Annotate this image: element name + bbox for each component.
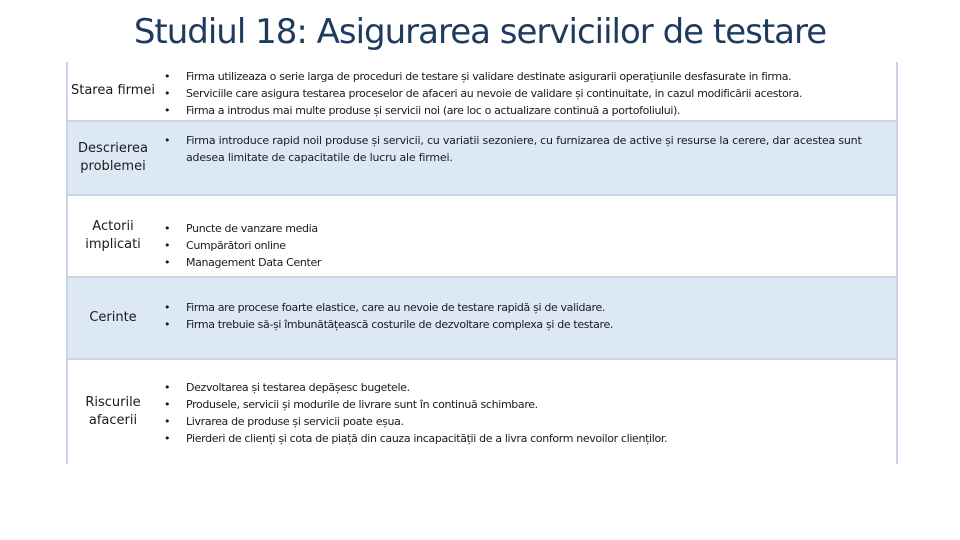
bullet-icon: • — [164, 87, 171, 100]
bullet-icon: • — [164, 222, 171, 235]
row-content — [158, 122, 896, 194]
table-row-riscurile-afacerii — [68, 360, 896, 464]
list-item-text: Firma a introdus mai multe produse și servicii noi (are loc o actualizare continuă a portofoliului). — [186, 104, 681, 117]
list-item — [162, 430, 896, 447]
row-label: Cerinte — [89, 310, 137, 325]
row-content — [158, 62, 896, 120]
table-row-starea-firmei — [68, 62, 896, 122]
list-item — [162, 316, 896, 333]
list-item — [162, 299, 896, 316]
list-item-text: Firma introduce rapid noil produse și servicii, cu variatii sezoniere, cu furnizarea de active și resurse la cerere, dar acestea sunt adesea limitate de capacitatile de lucru ale firmei. — [186, 134, 862, 164]
list-item-text: Serviciile care asigura testarea proceselor de afaceri au nevoie de validare și continuitate, in cazul modificării acestora. — [186, 87, 803, 100]
bullet-icon: • — [164, 256, 171, 269]
row-content — [158, 278, 896, 358]
list-item — [162, 396, 896, 413]
bullet-icon: • — [164, 432, 171, 445]
list-item-text: Pierderi de clienți și cota de piață din cauza incapacității de a livra conform nevoilor clienților. — [186, 432, 668, 445]
table-row-cerinte — [68, 278, 896, 360]
row-label: Descrierea problemei — [78, 141, 148, 174]
row-label: Riscurile afacerii — [85, 395, 141, 428]
bullet-icon: • — [164, 398, 171, 411]
bullet-icon: • — [164, 318, 171, 331]
list-item — [162, 413, 896, 430]
case-study-table — [66, 62, 898, 464]
list-item-text: Firma are procese foarte elastice, care au nevoie de testare rapidă și de validare. — [186, 301, 606, 314]
list-item — [162, 102, 896, 119]
list-item-text: Cumpărători online — [186, 239, 286, 252]
list-item — [162, 237, 896, 254]
bullet-icon: • — [164, 134, 171, 147]
list-item-text: Produsele, servicii și modurile de livrare sunt în continuă schimbare. — [186, 398, 538, 411]
table-row-descrierea-problemei — [68, 122, 896, 196]
row-label: Actorii implicati — [85, 219, 141, 252]
bullet-icon: • — [164, 301, 171, 314]
list-item — [162, 254, 896, 271]
slide-title: Studiul 18: Asigurarea serviciilor de testare — [133, 12, 827, 52]
list-item-text: Livrarea de produse și servicii poate eșua. — [186, 415, 404, 428]
bullet-icon: • — [164, 70, 171, 83]
list-item — [162, 68, 896, 85]
row-label: Starea firmei — [70, 83, 156, 98]
bullet-icon: • — [164, 381, 171, 394]
row-content — [158, 196, 896, 276]
table-row-actorii-implicati — [68, 196, 896, 278]
bullet-icon: • — [164, 104, 171, 117]
list-item-text: Firma utilizeaza o serie larga de proceduri de testare și validare destinate asigurarii operațiunile desfasurate in firma. — [186, 70, 792, 83]
bullet-icon: • — [164, 415, 171, 428]
list-item-text: Management Data Center — [186, 256, 322, 269]
list-item-text: Dezvoltarea și testarea depășesc bugetele. — [186, 381, 410, 394]
bullet-icon: • — [164, 239, 171, 252]
list-item-text: Puncte de vanzare media — [186, 222, 318, 235]
list-item — [162, 220, 896, 237]
list-item — [162, 85, 896, 102]
list-item-text: Firma trebuie să-și îmbunătățească costurile de dezvoltare complexa și de testare. — [186, 318, 614, 331]
list-item — [162, 132, 896, 166]
row-content — [158, 360, 896, 464]
list-item — [162, 379, 896, 396]
